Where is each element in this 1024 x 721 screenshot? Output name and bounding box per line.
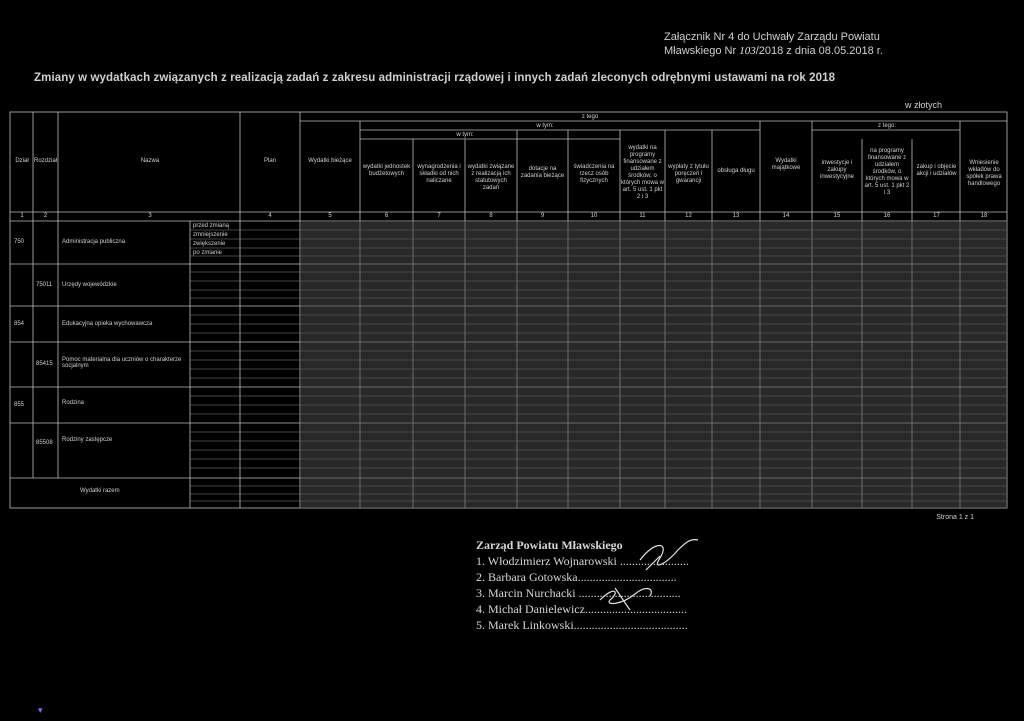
row-dzial-854: 854 — [14, 321, 25, 327]
board-member-1: 1. Włodzimierz Wojnarowski ....................... — [476, 554, 689, 568]
corner-mark-icon: ▾ — [38, 705, 43, 715]
col-header-statutowe: wydatki związane z realizacją ich statutowych zadań — [467, 164, 515, 191]
sub-label-decrease: zmniejszenie — [193, 232, 228, 238]
col-header-ue: wydatki na programy finansowane z udziałem środków, o których mowa w art. 5 ust. 1 pkt 2 i 3 — [621, 145, 665, 200]
unit-label: w złotych — [904, 100, 942, 110]
sub-label-increase: zwiększenie — [193, 241, 226, 247]
page-number: Strona 1 z 1 — [936, 514, 974, 521]
col-header-w-tym: w tym: — [536, 123, 554, 129]
col-header-rozdzial: Rozdział — [33, 158, 57, 164]
row-name-854: Edukacyjna opieka wychowawcza — [62, 321, 153, 327]
col-header-z-tego: z tego — [581, 114, 599, 120]
resolution-number: 103 — [739, 45, 756, 57]
col-header-wydatki-majatkowe: Wydatki majątkowe — [771, 158, 801, 171]
board-head: Zarząd Powiatu Mławskiego — [476, 538, 623, 552]
board-member-3: 3. Marcin Nurchacki .................................. — [476, 586, 681, 600]
row-rozdzial-75011: 75011 — [36, 282, 53, 288]
col-header-dotacje: dotacje na zadania bieżące — [520, 166, 565, 179]
col-header-z-tego-maj: z tego: — [877, 123, 896, 129]
col-header-swiadczenia: świadczenia na rzecz osób fizycznych — [573, 164, 615, 184]
board-member-2: 2. Barbara Gotowska................................. — [476, 570, 677, 584]
col-header-plan: Plan — [263, 158, 276, 164]
row-name-85415: Pomoc materialna dla uczniów o charakterze socjalnym — [62, 357, 182, 369]
col-header-wniesienie: Wniesienie wkładów do spółek prawa handlowego — [966, 160, 1002, 187]
col-header-inwestycje: inwestycje i zakupy inwestycyjne — [819, 160, 854, 180]
document-title: Zmiany w wydatkach związanych z realizacją zadań z zakresu administracji rządowej i innych zadań zleconych odrębnymi ustawami na rok 2018 — [34, 72, 836, 84]
handwritten-signature — [560, 530, 730, 620]
row-name-750: Administracja publiczna — [62, 239, 126, 245]
row-name-855: Rodzina — [62, 400, 85, 406]
col-header-obsluga: obsługa długu — [717, 168, 755, 174]
row-rozdzial-85508: 85508 — [36, 440, 53, 446]
row-dzial-855: 855 — [14, 402, 25, 408]
board-member-5: 5. Marek Linkowski...................................... — [476, 618, 688, 632]
sub-label-before: przed zmianą — [193, 223, 230, 229]
col-header-dzial: Dział — [15, 158, 29, 164]
col-header-akcje: zakup i objęcie akcji i udziałów — [916, 164, 957, 177]
attachment-line-1: Załącznik Nr 4 do Uchwały Zarządu Powiatu — [664, 31, 880, 43]
col-header-wynagrodzenia: wydatki jednostek budżetowych — [362, 164, 411, 177]
attachment-line-2: Mławskiego Nr 103/2018 z dnia 08.05.2018 r. — [664, 45, 883, 57]
board-member-4: 4. Michał Danielewicz.................................. — [476, 602, 687, 616]
total-label: Wydatki razem — [80, 488, 120, 494]
col-header-poreczenia: wypłaty z tytułu poręczeń i gwarancji — [668, 164, 709, 184]
col-header-ue-maj: na programy finansowane z udziałem środków, o których mowa w art. 5 ust. 1 pkt 2 i 3 — [864, 148, 910, 196]
col-header-w-tym-sub: w tym: — [456, 132, 474, 138]
row-name-75011: Urzędy wojewódzkie — [62, 282, 117, 288]
col-header-pochodne: wynagrodzenia i składki od nich naliczane — [417, 164, 461, 184]
row-dzial-750: 750 — [14, 239, 25, 245]
col-header-wydatki-biezace: Wydatki bieżące — [308, 158, 352, 164]
sub-label-after: po zmianie — [193, 250, 223, 256]
row-rozdzial-85415: 85415 — [36, 361, 53, 367]
row-name-85508: Rodziny zastępcze — [62, 437, 113, 443]
col-header-nazwa: Nazwa — [140, 158, 160, 164]
